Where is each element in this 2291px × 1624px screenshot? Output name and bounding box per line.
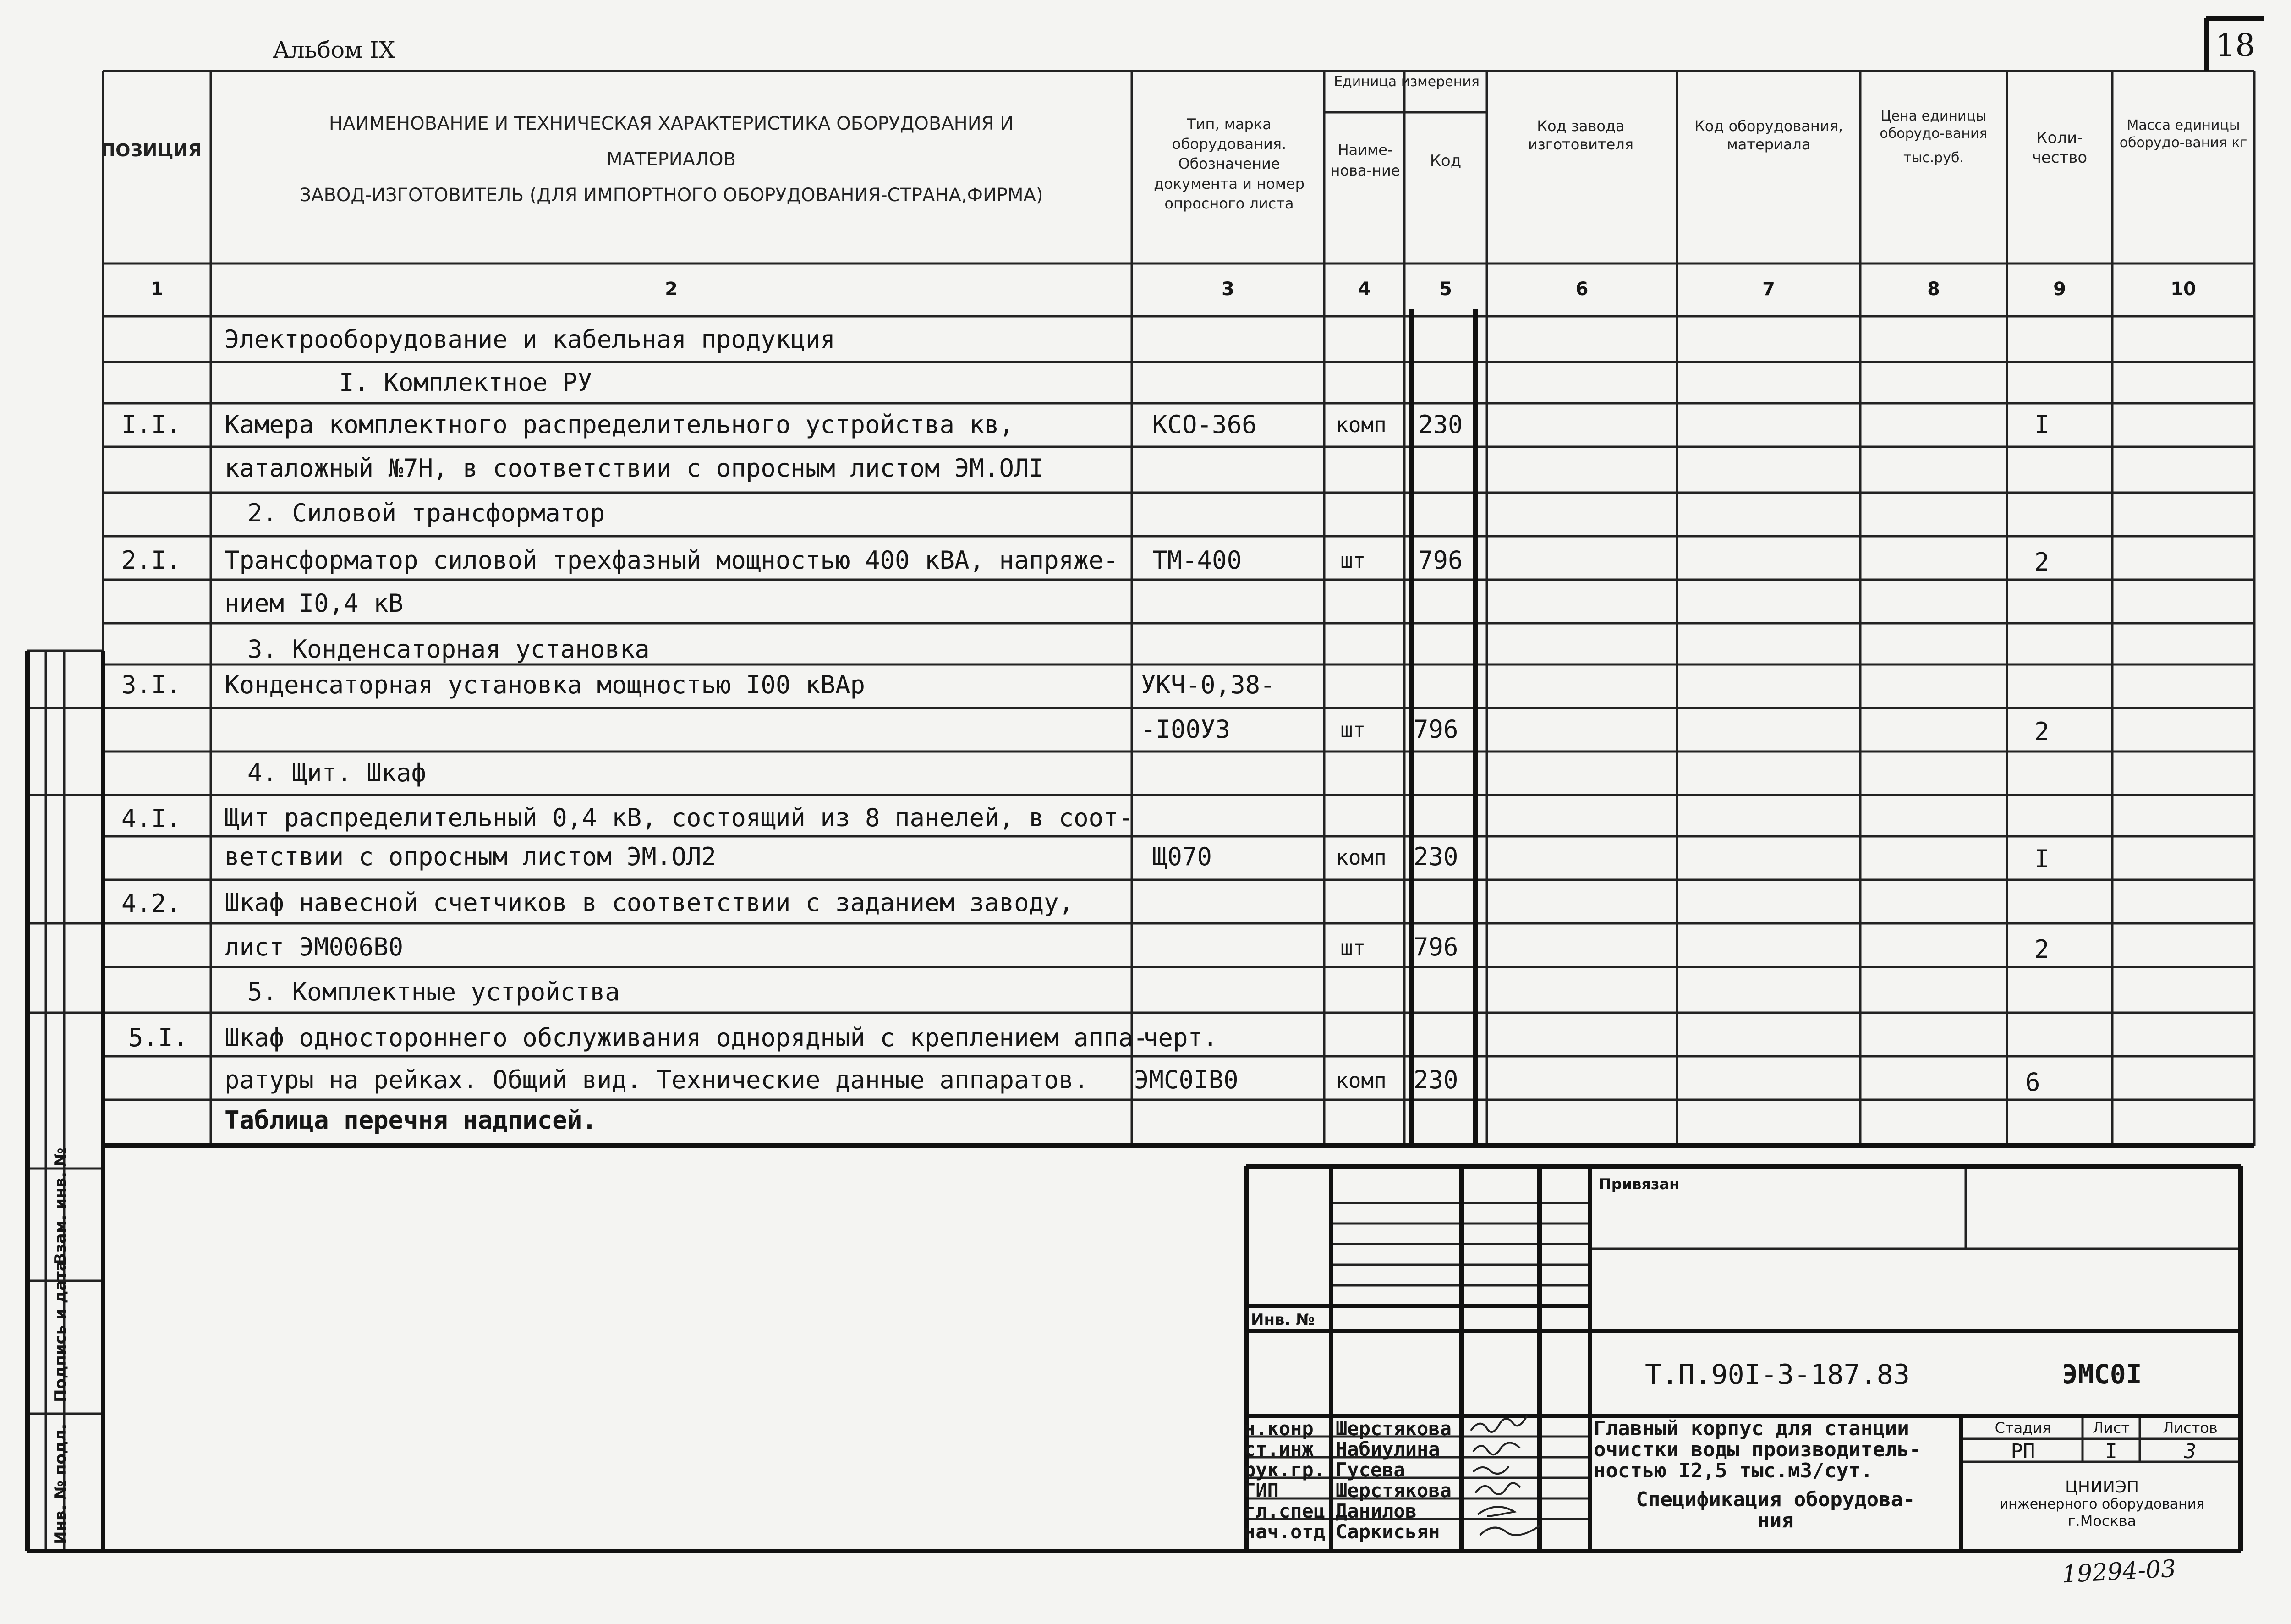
- row-9-unit: шт: [1340, 718, 1366, 742]
- col-num-9: 9: [2053, 279, 2066, 300]
- side-label-inv-original: Инв. № подл.: [51, 1423, 70, 1544]
- row-13-name: Шкаф навесной счетчиков в соответствии с заданием заводу,: [225, 888, 1074, 917]
- title-line-2: очистки воды производитель-: [1594, 1438, 1922, 1462]
- row-8-name: Конденсаторная установка мощностью I00 кВАр: [225, 670, 865, 699]
- row-14-qty: 2: [2034, 935, 2050, 964]
- col-num-5: 5: [1439, 279, 1452, 300]
- row-16-type: черт.: [1143, 1023, 1218, 1052]
- header-name-line3: ЗАВОД-ИЗГОТОВИТЕЛЬ (ДЛЯ ИМПОРТНОГО ОБОРУДОВАНИЯ-СТРАНА,ФИРМА): [299, 185, 1043, 206]
- row-2-code: 230: [1418, 410, 1463, 439]
- role-name: Набиулина: [1336, 1438, 1440, 1460]
- role-label: гл.спец: [1244, 1500, 1326, 1522]
- row-16-name: Шкаф одностороннего обслуживания однорядный с креплением аппа-: [225, 1023, 1148, 1052]
- row-15-name: 5. Комплектные устройства: [247, 977, 620, 1006]
- row-12-name: ветствии с опросным листом ЭМ.ОЛ2: [225, 842, 716, 871]
- header-price-unit: тыс.руб.: [1903, 150, 1964, 166]
- drawing-title: [1594, 1418, 1921, 1482]
- header-unit-group: Единица измерения: [1334, 74, 1480, 90]
- col-num-3: 3: [1222, 279, 1234, 300]
- row-12-type: Щ070: [1152, 842, 1212, 871]
- header-name: [215, 112, 1127, 207]
- row-12-unit: комп: [1336, 845, 1387, 870]
- row-2-unit: комп: [1336, 412, 1387, 437]
- subtitle-line-2: ния: [1757, 1509, 1794, 1533]
- drawing-subtitle: [1590, 1489, 1961, 1531]
- row-5-pos: 2.I.: [121, 546, 181, 575]
- title-line-1: Главный корпус для станции: [1594, 1417, 1909, 1440]
- header-qty: Коли-чество: [2032, 129, 2088, 167]
- row-2-type: КСО-366: [1152, 410, 1257, 439]
- header-unit-code: Код: [1430, 152, 1462, 170]
- privyazan-label: Привязан: [1599, 1175, 1680, 1193]
- org-line-2: инженерного оборудования: [1999, 1496, 2205, 1513]
- row-5-code: 796: [1418, 546, 1463, 575]
- row-17-qty: 6: [2025, 1068, 2040, 1097]
- row-9-qty: 2: [2034, 717, 2050, 746]
- header-price: [1865, 108, 2002, 167]
- sheet-value: I: [2105, 1440, 2117, 1463]
- row-9-code: 796: [1414, 715, 1458, 744]
- row-2-pos: I.I.: [121, 410, 181, 439]
- doc-code: Т.П.90I-3-187.83: [1645, 1359, 1910, 1391]
- row-5-type: ТМ-400: [1152, 546, 1242, 575]
- role-row-1: [1244, 1438, 1440, 1460]
- col-num-7: 7: [1762, 279, 1775, 300]
- stage-value: РП: [2011, 1440, 2035, 1463]
- row-5-name: Трансформатор силовой трехфазный мощностью 400 кВА, напряже-: [225, 546, 1118, 575]
- role-label: нач.отд: [1244, 1520, 1326, 1543]
- row-14-code: 796: [1414, 933, 1458, 961]
- col-num-10: 10: [2170, 279, 2196, 300]
- header-mass: Масса единицы оборудо-вания кг: [2119, 117, 2247, 151]
- sheet-code: ЭМС0I: [2062, 1359, 2142, 1390]
- row-12-qty: I: [2034, 845, 2050, 873]
- row-17-code: 230: [1414, 1065, 1458, 1094]
- role-name: Саркисьян: [1336, 1520, 1440, 1543]
- row-17-name: ратуры на рейках. Общий вид. Технические данные аппаратов.: [225, 1065, 1089, 1094]
- row-11-pos: 4.I.: [121, 804, 181, 833]
- row-0-name: Электрооборудование и кабельная продукция: [225, 325, 835, 354]
- sheets-value: 3: [2184, 1440, 2197, 1463]
- row-12-code: 230: [1414, 842, 1458, 871]
- header-type: Тип, марка оборудования. Обозначение документа и номер опросного листа: [1154, 115, 1304, 212]
- header-maker-code: Код завода изготовителя: [1528, 117, 1634, 153]
- row-14-unit: шт: [1340, 935, 1366, 960]
- row-8-pos: 3.I.: [121, 670, 181, 699]
- sheet-number: 18: [2215, 27, 2255, 64]
- role-name: Шерстякова: [1336, 1479, 1452, 1502]
- side-label-replace-inv: Взам. инв. №: [51, 1147, 70, 1265]
- row-16-pos: 5.I.: [128, 1023, 188, 1052]
- row-3-name: каталожный №7Н, в соответствии с опросным листом ЭМ.ОЛI: [225, 454, 1044, 483]
- row-9-type: -I00У3: [1141, 715, 1231, 744]
- row-5-unit: шт: [1340, 548, 1366, 573]
- sheets-label: Листов: [2163, 1419, 2218, 1437]
- role-row-5: [1244, 1520, 1440, 1543]
- row-18-name: Таблица перечня надписей.: [225, 1106, 597, 1135]
- role-label: н.конр: [1244, 1417, 1314, 1440]
- row-17-type: ЭМС0IВ0: [1134, 1065, 1239, 1094]
- header-unit-name: Наиме-нова-ние: [1330, 141, 1400, 179]
- stage-label: Стадия: [1995, 1419, 2051, 1437]
- album-label: Альбом IX: [273, 37, 395, 63]
- archive-number: 19294-03: [2061, 1555, 2177, 1589]
- header-price-label: Цена единицы оборудо-вания: [1880, 108, 1988, 142]
- row-7-name: 3. Конденсаторная установка: [247, 635, 650, 664]
- org-line-1: ЦНИИЭП: [2065, 1478, 2139, 1497]
- role-row-2: [1244, 1459, 1405, 1481]
- role-label: ст.инж: [1244, 1438, 1314, 1460]
- role-label: ГИП: [1244, 1479, 1279, 1502]
- header-position: ПОЗИЦИЯ: [101, 140, 202, 160]
- col-num-2: 2: [665, 279, 678, 300]
- col-num-4: 4: [1358, 279, 1371, 300]
- role-row-0: [1244, 1417, 1452, 1440]
- row-17-unit: комп: [1336, 1068, 1387, 1093]
- row-4-name: 2. Силовой трансформатор: [247, 499, 605, 527]
- header-name-line1: НАИМЕНОВАНИЕ И ТЕХНИЧЕСКАЯ ХАРАКТЕРИСТИКА ОБОРУДОВАНИЯ И: [329, 113, 1014, 134]
- row-1-name: I. Комплектное РУ: [339, 368, 592, 397]
- row-6-name: нием I0,4 кВ: [225, 589, 404, 618]
- organization: [1963, 1478, 2241, 1530]
- row-11-name: Щит распределительный 0,4 кВ, состоящий из 8 панелей, в соот-: [225, 803, 1134, 832]
- row-8-type: УКЧ-0,38-: [1141, 670, 1275, 699]
- inv-label: Инв. №: [1251, 1311, 1315, 1329]
- row-10-name: 4. Щит. Шкаф: [247, 758, 427, 787]
- col-num-1: 1: [150, 279, 164, 300]
- row-14-name: лист ЭМ006В0: [225, 933, 404, 961]
- role-name: Данилов: [1336, 1500, 1417, 1522]
- col-num-8: 8: [1927, 279, 1940, 300]
- role-name: Шерстякова: [1336, 1417, 1452, 1440]
- role-row-4: [1244, 1500, 1417, 1522]
- row-13-pos: 4.2.: [121, 889, 181, 918]
- row-2-qty: I: [2034, 410, 2050, 439]
- title-line-3: ностью I2,5 тыс.м3/сут.: [1594, 1459, 1873, 1483]
- row-2-name: Камера комплектного распределительного устройства кв,: [225, 410, 1014, 439]
- header-equip-code: Код оборудования, материала: [1694, 117, 1843, 153]
- org-line-3: г.Москва: [2067, 1512, 2137, 1530]
- side-label-signature-date: Подпись и дата: [51, 1261, 70, 1402]
- role-label: рук.гр.: [1244, 1459, 1326, 1481]
- sheet-label: Лист: [2092, 1419, 2130, 1437]
- role-row-3: [1244, 1479, 1452, 1502]
- role-name: Гусева: [1336, 1459, 1405, 1481]
- row-5-qty: 2: [2034, 548, 2050, 576]
- subtitle-line-1: Спецификация оборудова-: [1636, 1488, 1915, 1511]
- col-num-6: 6: [1575, 279, 1589, 300]
- header-name-line2: МАТЕРИАЛОВ: [607, 149, 736, 170]
